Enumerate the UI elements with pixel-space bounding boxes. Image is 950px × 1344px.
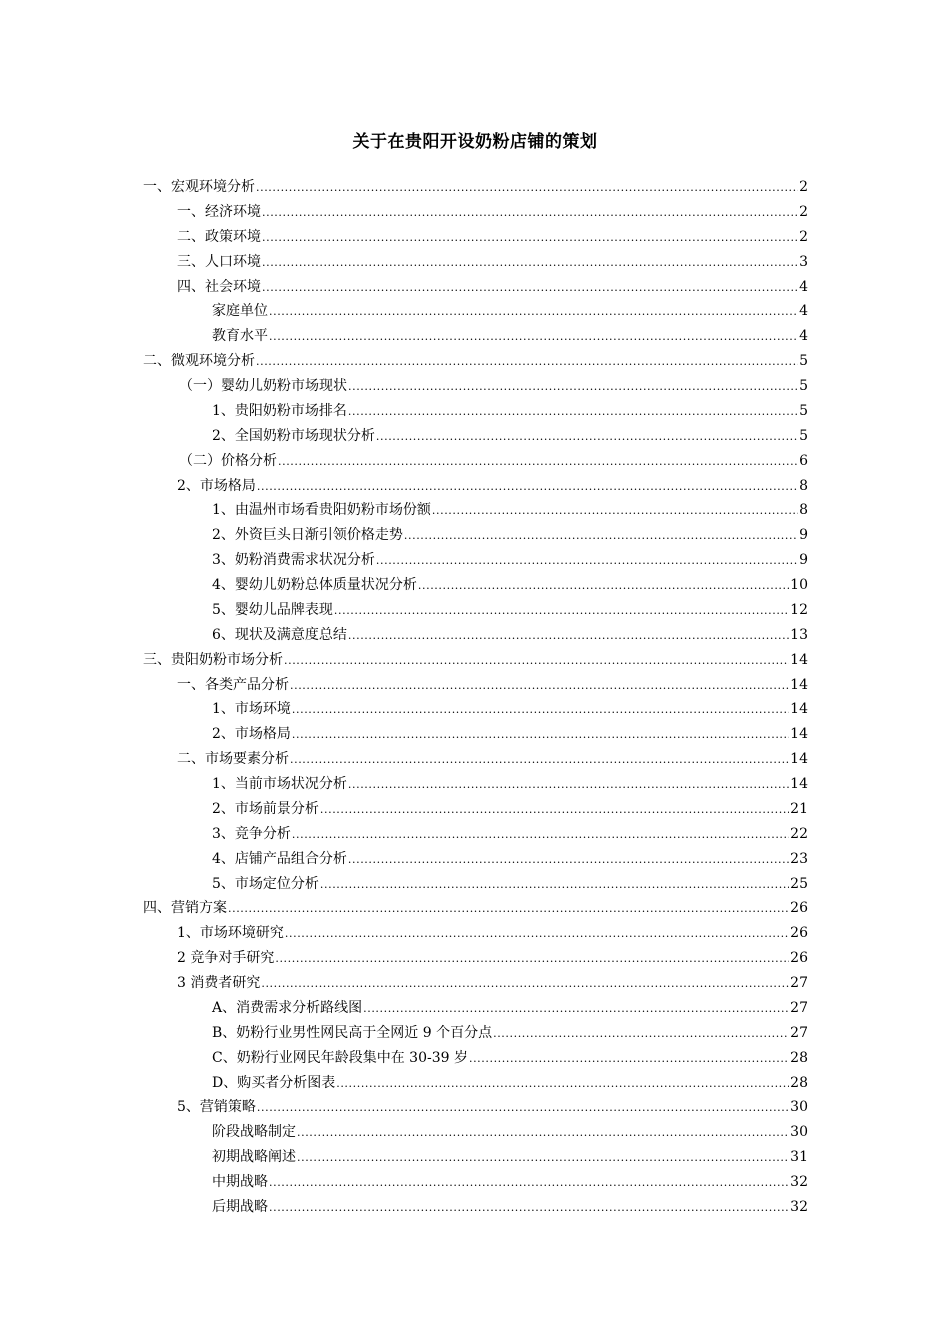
toc-entry-label: D、购买者分析图表	[212, 1074, 336, 1091]
toc-entry-label: 1、由温州市场看贵阳奶粉市场份额	[212, 502, 431, 519]
toc-entry-label: 3、竞争分析	[212, 825, 291, 842]
toc-dot-leader	[292, 698, 789, 723]
toc-entry-label: 四、社会环境	[177, 278, 261, 295]
toc-entry[interactable]	[143, 1071, 808, 1096]
toc-entry[interactable]	[143, 399, 808, 424]
toc-dot-leader	[292, 823, 789, 848]
toc-entry-page-number: 26	[790, 950, 808, 967]
toc-entry-page-number: 22	[790, 825, 808, 842]
toc-entry[interactable]	[143, 623, 808, 648]
toc-entry-page-number: 14	[790, 651, 808, 668]
toc-entry[interactable]	[143, 1120, 808, 1145]
toc-dot-leader	[376, 549, 798, 574]
toc-entry-label: （二）价格分析	[179, 452, 277, 469]
toc-entry-page-number: 25	[790, 875, 808, 892]
toc-dot-leader	[348, 848, 789, 873]
toc-entry-label: 3 消费者研究	[177, 975, 261, 991]
toc-entry[interactable]	[143, 225, 808, 250]
toc-entry-label: 一、各类产品分析	[177, 676, 289, 693]
toc-entry-page-number: 2	[799, 228, 808, 245]
toc-entry-label: 2、市场格局	[177, 477, 256, 494]
toc-entry-page-number: 28	[790, 1074, 808, 1091]
toc-dot-leader	[261, 972, 789, 997]
toc-entry-page-number: 14	[790, 726, 808, 743]
toc-entry-page-number: 21	[790, 800, 808, 817]
toc-dot-leader	[376, 425, 798, 450]
toc-entry[interactable]	[143, 548, 808, 573]
toc-entry[interactable]	[143, 424, 808, 449]
toc-dot-leader	[297, 1146, 789, 1171]
toc-entry-page-number: 27	[790, 975, 808, 991]
toc-entry-label: 初期战略阐述	[212, 1149, 296, 1166]
toc-entry[interactable]	[143, 896, 808, 921]
toc-entry[interactable]	[143, 872, 808, 897]
toc-entry[interactable]	[143, 797, 808, 822]
toc-dot-leader	[256, 350, 798, 375]
toc-entry-page-number: 27	[790, 1024, 808, 1041]
toc-entry-label: 2、外资巨头日渐引领价格走势	[212, 527, 403, 544]
toc-entry-label: 5、市场定位分析	[212, 875, 319, 892]
toc-entry[interactable]	[143, 971, 808, 996]
toc-entry-label: 1、贵阳奶粉市场排名	[212, 402, 347, 419]
toc-entry[interactable]	[143, 722, 808, 747]
toc-entry-label: A、消费需求分析路线图	[212, 999, 363, 1016]
toc-dot-leader	[418, 574, 789, 599]
toc-entry-label: 4、婴幼儿奶粉总体质量状况分析	[212, 577, 417, 593]
toc-dot-leader	[275, 947, 789, 972]
toc-entry[interactable]	[143, 921, 808, 946]
toc-dot-leader	[269, 325, 798, 350]
toc-entry-page-number: 5	[799, 427, 808, 444]
toc-entry[interactable]	[143, 523, 808, 548]
toc-entry-label: 5、营销策略	[177, 1099, 256, 1116]
toc-entry[interactable]	[143, 1195, 808, 1220]
toc-entry-label: 二、市场要素分析	[177, 751, 289, 768]
toc-entry-label: 后期战略	[212, 1198, 268, 1215]
toc-entry-label: 一、宏观环境分析	[143, 179, 255, 195]
toc-entry-page-number: 4	[799, 278, 808, 295]
toc-entry[interactable]	[143, 946, 808, 971]
toc-entry-label: C、奶粉行业网民年龄段集中在 30-39 岁	[212, 1049, 468, 1066]
toc-entry-page-number: 28	[790, 1049, 808, 1066]
toc-entry-label: 1、当前市场状况分析	[212, 776, 347, 792]
toc-dot-leader	[262, 251, 798, 276]
toc-entry-page-number: 5	[799, 402, 808, 419]
toc-entry[interactable]	[143, 996, 808, 1021]
toc-dot-leader	[285, 922, 789, 947]
toc-entry-page-number: 6	[799, 452, 808, 469]
toc-dot-leader	[348, 400, 798, 425]
toc-entry-page-number: 4	[799, 303, 808, 320]
toc-dot-leader	[262, 201, 798, 226]
toc-entry[interactable]	[143, 474, 808, 499]
toc-entry[interactable]	[143, 175, 808, 200]
toc-dot-leader	[256, 176, 798, 201]
toc-dot-leader	[363, 997, 789, 1022]
toc-dot-leader	[290, 748, 789, 773]
toc-dot-leader	[336, 1072, 789, 1097]
toc-entry-page-number: 2	[799, 203, 808, 220]
toc-entry-page-number: 14	[790, 701, 808, 718]
toc-entry-label: 一、经济环境	[177, 203, 261, 220]
toc-entry-page-number: 14	[790, 751, 808, 768]
toc-dot-leader	[278, 450, 798, 475]
toc-entry-label: 教育水平	[212, 328, 268, 345]
toc-dot-leader	[469, 1047, 789, 1072]
toc-entry[interactable]	[143, 747, 808, 772]
toc-entry-label: 2 竞争对手研究	[177, 950, 275, 967]
toc-dot-leader	[257, 1096, 789, 1121]
toc-entry-page-number: 13	[790, 626, 808, 643]
toc-entry-label: 4、店铺产品组合分析	[212, 850, 347, 867]
toc-entry[interactable]	[143, 673, 808, 698]
toc-entry[interactable]	[143, 275, 808, 300]
toc-dot-leader	[257, 475, 798, 500]
toc-entry-page-number: 3	[799, 253, 808, 270]
toc-entry-page-number: 10	[790, 577, 808, 593]
toc-dot-leader	[432, 499, 798, 524]
toc-entry[interactable]	[143, 1170, 808, 1195]
toc-dot-leader	[348, 375, 798, 400]
toc-dot-leader	[290, 674, 789, 699]
toc-entry-page-number: 12	[790, 601, 808, 618]
toc-entry-page-number: 5	[799, 353, 808, 370]
toc-entry-page-number: 4	[799, 328, 808, 345]
toc-entry-page-number: 26	[790, 925, 808, 942]
toc-entry-page-number: 31	[790, 1149, 808, 1166]
toc-entry-label: 2、市场格局	[212, 726, 291, 743]
toc-entry-page-number: 27	[790, 999, 808, 1016]
toc-entry-label: 三、贵阳奶粉市场分析	[143, 651, 283, 668]
toc-entry[interactable]	[143, 598, 808, 623]
toc-entry[interactable]	[143, 299, 808, 324]
toc-dot-leader	[262, 276, 798, 301]
toc-entry-label: 二、微观环境分析	[143, 353, 255, 370]
toc-entry-label: B、奶粉行业男性网民高于全网近 9 个百分点	[212, 1024, 493, 1041]
toc-entry-label: （一）婴幼儿奶粉市场现状	[179, 378, 347, 394]
toc-entry-label: 阶段战略制定	[212, 1124, 296, 1141]
toc-entry[interactable]	[143, 772, 808, 797]
toc-entry-page-number: 2	[799, 179, 808, 195]
toc-entry[interactable]	[143, 200, 808, 225]
toc-entry[interactable]	[143, 822, 808, 847]
toc-entry-page-number: 32	[790, 1174, 808, 1190]
toc-entry[interactable]	[143, 1095, 808, 1120]
page-title: 关于在贵阳开设奶粉店铺的策划	[352, 132, 598, 152]
toc-entry-label: 家庭单位	[212, 303, 268, 320]
toc-entry[interactable]	[143, 498, 808, 523]
toc-entry-label: 四、营销方案	[143, 900, 227, 917]
toc-dot-leader	[334, 599, 789, 624]
toc-dot-leader	[404, 524, 798, 549]
toc-entry-label: 1、市场环境研究	[177, 925, 284, 942]
toc-dot-leader	[348, 624, 789, 649]
toc-entry[interactable]	[143, 449, 808, 474]
toc-entry-label: 2、全国奶粉市场现状分析	[212, 427, 375, 444]
toc-dot-leader	[269, 1171, 789, 1196]
toc-entry-page-number: 9	[799, 552, 808, 569]
toc-entry-label: 2、市场前景分析	[212, 800, 319, 817]
toc-entry[interactable]	[143, 1021, 808, 1046]
toc-entry[interactable]	[143, 648, 808, 673]
toc-entry-page-number: 14	[790, 776, 808, 792]
toc-entry-label: 6、现状及满意度总结	[212, 626, 347, 643]
toc-dot-leader	[320, 798, 789, 823]
toc-entry-label: 5、婴幼儿品牌表现	[212, 601, 333, 618]
toc-entry-page-number: 23	[790, 850, 808, 867]
toc-entry-label: 3、奶粉消费需求状况分析	[212, 552, 375, 569]
toc-entry[interactable]	[143, 250, 808, 275]
toc-entry-page-number: 14	[790, 676, 808, 693]
toc-entry-page-number: 8	[799, 477, 808, 494]
toc-entry-label: 中期战略	[212, 1174, 268, 1190]
toc-dot-leader	[292, 723, 789, 748]
toc-entry[interactable]	[143, 1145, 808, 1170]
toc-dot-leader	[284, 649, 789, 674]
toc-dot-leader	[493, 1022, 789, 1047]
toc-entry[interactable]	[143, 1046, 808, 1071]
toc-entry-page-number: 30	[790, 1099, 808, 1116]
toc-dot-leader	[348, 773, 789, 798]
toc-entry-label: 三、人口环境	[177, 253, 261, 270]
toc-entry[interactable]	[143, 324, 808, 349]
toc-entry-page-number: 5	[799, 378, 808, 394]
toc-entry-page-number: 8	[799, 502, 808, 519]
toc-entry-label: 1、市场环境	[212, 701, 291, 718]
toc-entry-page-number: 30	[790, 1124, 808, 1141]
toc-dot-leader	[269, 1196, 789, 1221]
toc-entry[interactable]	[143, 374, 808, 399]
toc-dot-leader	[262, 226, 798, 251]
toc-dot-leader	[228, 897, 789, 922]
toc-dot-leader	[269, 300, 798, 325]
toc-entry[interactable]	[143, 349, 808, 374]
toc-entry[interactable]	[143, 573, 808, 598]
toc-dot-leader	[320, 873, 789, 898]
toc-entry-page-number: 26	[790, 900, 808, 917]
toc-entry-page-number: 32	[790, 1198, 808, 1215]
toc-entry-label: 二、政策环境	[177, 228, 261, 245]
table-of-contents	[143, 175, 808, 1220]
toc-dot-leader	[297, 1121, 789, 1146]
toc-entry[interactable]	[143, 847, 808, 872]
toc-entry-page-number: 9	[799, 527, 808, 544]
toc-entry[interactable]	[143, 697, 808, 722]
